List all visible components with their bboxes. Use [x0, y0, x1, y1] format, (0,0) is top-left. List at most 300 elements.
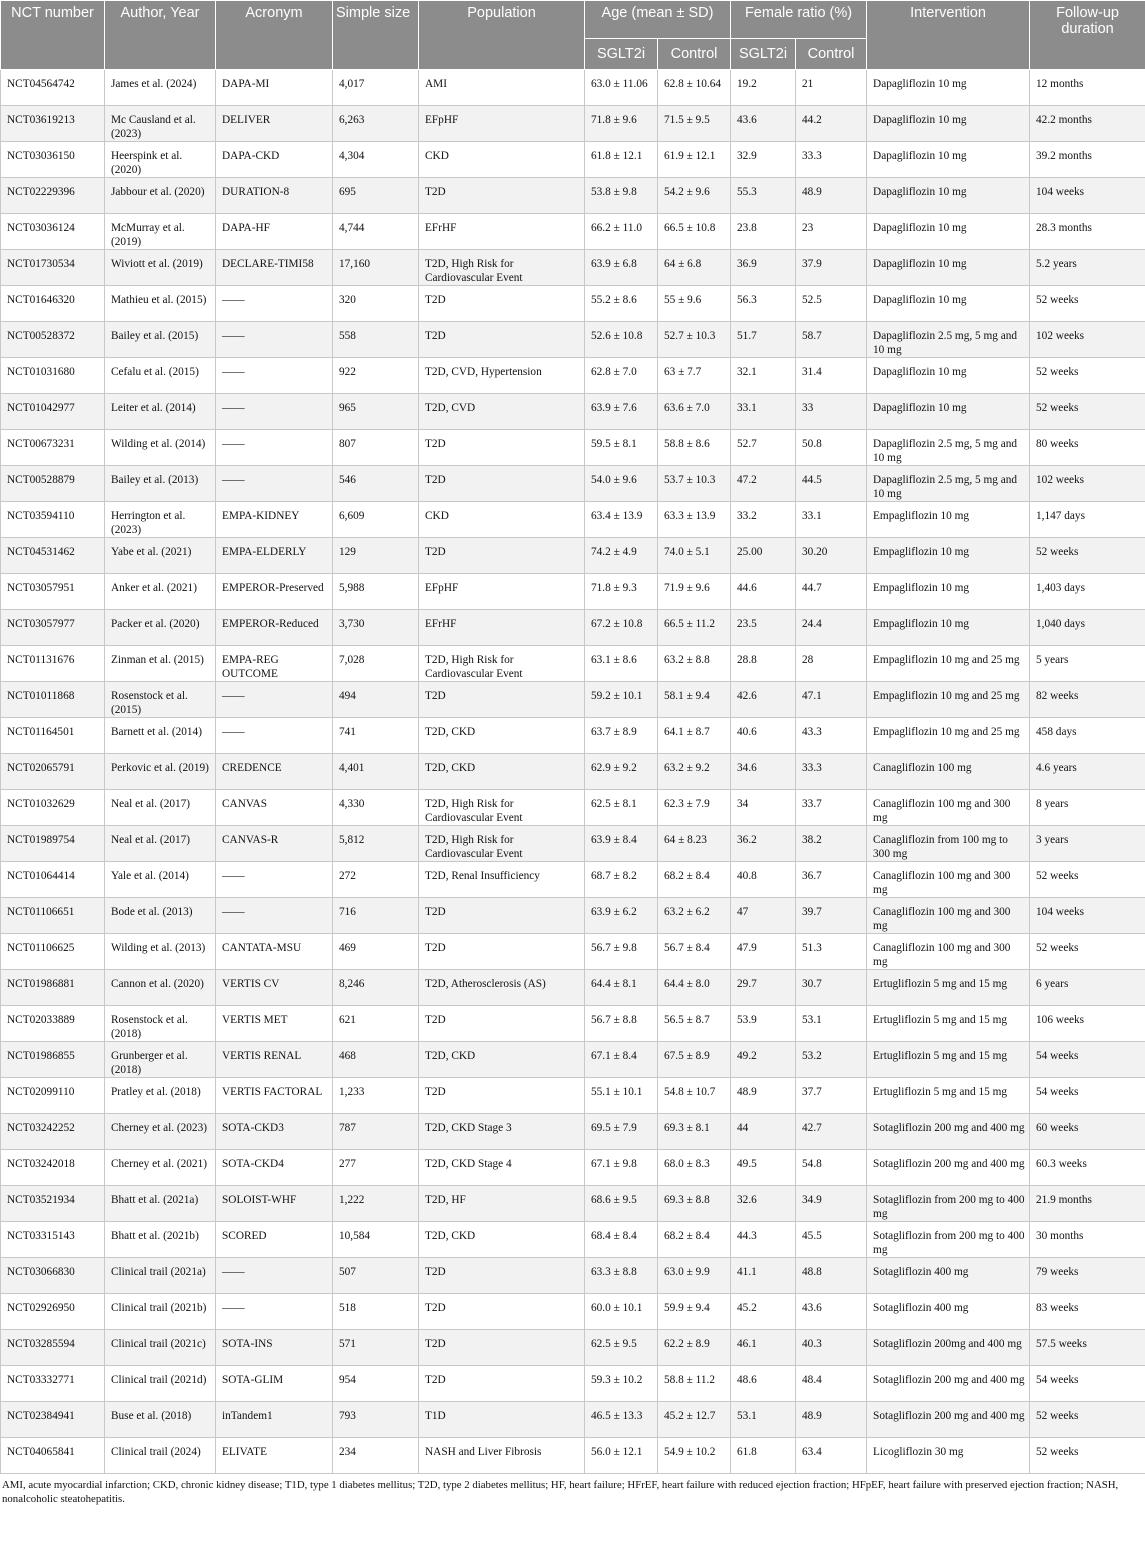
- cell-intervention: Sotagliflozin 400 mg: [867, 1258, 1030, 1294]
- cell-age-control: 63.2 ± 8.8: [658, 646, 731, 682]
- cell-author-year: Mc Causland et al. (2023): [105, 106, 216, 142]
- cell-population: T2D: [419, 1366, 585, 1402]
- cell-nct-number: NCT01986881: [1, 970, 105, 1006]
- table-row: [1, 1114, 1145, 1150]
- cell-population: T2D: [419, 286, 585, 322]
- cell-follow-up: 52 weeks: [1030, 286, 1145, 322]
- cell-age-control: 63.3 ± 13.9: [658, 502, 731, 538]
- cell-acronym: ——: [216, 718, 333, 754]
- cell-sample-size: 5,988: [333, 574, 419, 610]
- cell-population: T2D, CKD: [419, 718, 585, 754]
- cell-female-sglt2i: 23.5: [731, 610, 796, 646]
- cell-sample-size: 716: [333, 898, 419, 934]
- cell-author-year: Neal et al. (2017): [105, 790, 216, 826]
- cell-follow-up: 52 weeks: [1030, 538, 1145, 574]
- cell-population: T2D, CVD: [419, 394, 585, 430]
- cell-population: T2D, CKD: [419, 1222, 585, 1258]
- cell-author-year: Wilding et al. (2014): [105, 430, 216, 466]
- cell-sample-size: 558: [333, 322, 419, 358]
- cell-follow-up: 60 weeks: [1030, 1114, 1145, 1150]
- cell-follow-up: 42.2 months: [1030, 106, 1145, 142]
- cell-age-control: 74.0 ± 5.1: [658, 538, 731, 574]
- cell-nct-number: NCT02033889: [1, 1006, 105, 1042]
- cell-sample-size: 5,812: [333, 826, 419, 862]
- cell-population: T2D: [419, 1078, 585, 1114]
- cell-acronym: DAPA-MI: [216, 70, 333, 106]
- cell-age-sglt2i: 63.9 ± 6.2: [585, 898, 658, 934]
- cell-sample-size: 10,584: [333, 1222, 419, 1258]
- table-row: [1, 538, 1145, 574]
- cell-nct-number: NCT01646320: [1, 286, 105, 322]
- cell-female-sglt2i: 34.6: [731, 754, 796, 790]
- cell-follow-up: 1,147 days: [1030, 502, 1145, 538]
- cell-sample-size: 469: [333, 934, 419, 970]
- cell-age-control: 63 ± 7.7: [658, 358, 731, 394]
- cell-age-control: 58.8 ± 11.2: [658, 1366, 731, 1402]
- cell-acronym: DELIVER: [216, 106, 333, 142]
- cell-intervention: Canagliflozin 100 mg and 300 mg: [867, 898, 1030, 934]
- cell-female-control: 43.3: [796, 718, 867, 754]
- cell-intervention: Empagliflozin 10 mg: [867, 574, 1030, 610]
- cell-follow-up: 83 weeks: [1030, 1294, 1145, 1330]
- cell-follow-up: 30 months: [1030, 1222, 1145, 1258]
- cell-female-sglt2i: 32.9: [731, 142, 796, 178]
- cell-author-year: Leiter et al. (2014): [105, 394, 216, 430]
- cell-age-control: 71.5 ± 9.5: [658, 106, 731, 142]
- header-female-sglt2i: SGLT2i: [731, 39, 796, 70]
- cell-follow-up: 79 weeks: [1030, 1258, 1145, 1294]
- cell-author-year: Barnett et al. (2014): [105, 718, 216, 754]
- cell-population: T2D: [419, 466, 585, 502]
- table-row: [1, 430, 1145, 466]
- cell-population: T2D, CKD Stage 4: [419, 1150, 585, 1186]
- cell-intervention: Dapagliflozin 10 mg: [867, 358, 1030, 394]
- cell-follow-up: 104 weeks: [1030, 178, 1145, 214]
- cell-follow-up: 57.5 weeks: [1030, 1330, 1145, 1366]
- cell-female-control: 63.4: [796, 1438, 867, 1474]
- cell-nct-number: NCT03036124: [1, 214, 105, 250]
- cell-sample-size: 954: [333, 1366, 419, 1402]
- cell-nct-number: NCT02099110: [1, 1078, 105, 1114]
- cell-age-sglt2i: 61.8 ± 12.1: [585, 142, 658, 178]
- cell-acronym: CANVAS: [216, 790, 333, 826]
- cell-age-control: 62.8 ± 10.64: [658, 70, 731, 106]
- cell-author-year: Cherney et al. (2023): [105, 1114, 216, 1150]
- cell-age-sglt2i: 56.0 ± 12.1: [585, 1438, 658, 1474]
- cell-age-control: 58.8 ± 8.6: [658, 430, 731, 466]
- cell-intervention: Dapagliflozin 10 mg: [867, 178, 1030, 214]
- cell-nct-number: NCT03057977: [1, 610, 105, 646]
- header-female-control: Control: [796, 39, 867, 70]
- header-acronym: Acronym: [216, 1, 333, 70]
- cell-intervention: Dapagliflozin 10 mg: [867, 286, 1030, 322]
- cell-age-control: 66.5 ± 10.8: [658, 214, 731, 250]
- cell-age-control: 62.3 ± 7.9: [658, 790, 731, 826]
- cell-intervention: Dapagliflozin 2.5 mg, 5 mg and 10 mg: [867, 322, 1030, 358]
- cell-author-year: Jabbour et al. (2020): [105, 178, 216, 214]
- cell-intervention: Sotagliflozin 200 mg and 400 mg: [867, 1366, 1030, 1402]
- cell-age-control: 69.3 ± 8.1: [658, 1114, 731, 1150]
- cell-female-sglt2i: 47.2: [731, 466, 796, 502]
- cell-nct-number: NCT00673231: [1, 430, 105, 466]
- cell-author-year: Perkovic et al. (2019): [105, 754, 216, 790]
- cell-acronym: SOTA-INS: [216, 1330, 333, 1366]
- cell-acronym: DURATION-8: [216, 178, 333, 214]
- cell-female-sglt2i: 28.8: [731, 646, 796, 682]
- cell-female-control: 47.1: [796, 682, 867, 718]
- cell-sample-size: 277: [333, 1150, 419, 1186]
- cell-female-sglt2i: 34: [731, 790, 796, 826]
- cell-age-control: 63.2 ± 9.2: [658, 754, 731, 790]
- table-row: [1, 898, 1145, 934]
- cell-female-sglt2i: 32.1: [731, 358, 796, 394]
- table-row: [1, 790, 1145, 826]
- cell-female-control: 54.8: [796, 1150, 867, 1186]
- cell-author-year: Yabe et al. (2021): [105, 538, 216, 574]
- cell-intervention: Dapagliflozin 10 mg: [867, 142, 1030, 178]
- header-follow-up: Follow-up duration: [1030, 1, 1145, 70]
- cell-intervention: Licogliflozin 30 mg: [867, 1438, 1030, 1474]
- cell-population: T1D: [419, 1402, 585, 1438]
- cell-population: T2D: [419, 1006, 585, 1042]
- cell-female-sglt2i: 44: [731, 1114, 796, 1150]
- cell-acronym: SCORED: [216, 1222, 333, 1258]
- cell-age-sglt2i: 59.2 ± 10.1: [585, 682, 658, 718]
- cell-female-sglt2i: 40.8: [731, 862, 796, 898]
- cell-intervention: Sotagliflozin 400 mg: [867, 1294, 1030, 1330]
- cell-sample-size: 6,263: [333, 106, 419, 142]
- cell-population: CKD: [419, 502, 585, 538]
- cell-nct-number: NCT01730534: [1, 250, 105, 286]
- cell-female-sglt2i: 23.8: [731, 214, 796, 250]
- cell-population: EFpHF: [419, 574, 585, 610]
- cell-female-control: 30.20: [796, 538, 867, 574]
- cell-age-sglt2i: 63.3 ± 8.8: [585, 1258, 658, 1294]
- cell-female-sglt2i: 52.7: [731, 430, 796, 466]
- cell-acronym: EMPA-ELDERLY: [216, 538, 333, 574]
- cell-follow-up: 82 weeks: [1030, 682, 1145, 718]
- table-row: [1, 682, 1145, 718]
- table-row: [1, 1258, 1145, 1294]
- table-row: [1, 934, 1145, 970]
- cell-intervention: Sotagliflozin 200 mg and 400 mg: [867, 1402, 1030, 1438]
- cell-intervention: Sotagliflozin from 200 mg to 400 mg: [867, 1222, 1030, 1258]
- cell-sample-size: 4,304: [333, 142, 419, 178]
- cell-acronym: VERTIS FACTORAL: [216, 1078, 333, 1114]
- cell-female-sglt2i: 44.6: [731, 574, 796, 610]
- cell-population: NASH and Liver Fibrosis: [419, 1438, 585, 1474]
- cell-author-year: Clinical trail (2024): [105, 1438, 216, 1474]
- cell-sample-size: 3,730: [333, 610, 419, 646]
- cell-female-control: 53.2: [796, 1042, 867, 1078]
- cell-age-control: 62.2 ± 8.9: [658, 1330, 731, 1366]
- header-age-control: Control: [658, 39, 731, 70]
- cell-age-sglt2i: 46.5 ± 13.3: [585, 1402, 658, 1438]
- cell-nct-number: NCT01986855: [1, 1042, 105, 1078]
- cell-female-sglt2i: 46.1: [731, 1330, 796, 1366]
- cell-acronym: ——: [216, 466, 333, 502]
- cell-female-sglt2i: 44.3: [731, 1222, 796, 1258]
- cell-age-sglt2i: 59.3 ± 10.2: [585, 1366, 658, 1402]
- cell-age-sglt2i: 62.8 ± 7.0: [585, 358, 658, 394]
- cell-sample-size: 621: [333, 1006, 419, 1042]
- cell-author-year: Mathieu et al. (2015): [105, 286, 216, 322]
- cell-nct-number: NCT03594110: [1, 502, 105, 538]
- cell-follow-up: 52 weeks: [1030, 358, 1145, 394]
- cell-follow-up: 28.3 months: [1030, 214, 1145, 250]
- cell-female-sglt2i: 48.6: [731, 1366, 796, 1402]
- cell-follow-up: 106 weeks: [1030, 1006, 1145, 1042]
- cell-female-control: 30.7: [796, 970, 867, 1006]
- cell-female-sglt2i: 47.9: [731, 934, 796, 970]
- table-row: [1, 970, 1145, 1006]
- cell-acronym: ELIVATE: [216, 1438, 333, 1474]
- header-author-year: Author, Year: [105, 1, 216, 70]
- table-row: [1, 178, 1145, 214]
- cell-population: T2D, Renal Insufficiency: [419, 862, 585, 898]
- cell-follow-up: 102 weeks: [1030, 466, 1145, 502]
- cell-nct-number: NCT04531462: [1, 538, 105, 574]
- cell-follow-up: 104 weeks: [1030, 898, 1145, 934]
- cell-sample-size: 787: [333, 1114, 419, 1150]
- cell-author-year: Bailey et al. (2015): [105, 322, 216, 358]
- cell-sample-size: 6,609: [333, 502, 419, 538]
- cell-author-year: Yale et al. (2014): [105, 862, 216, 898]
- table-row: [1, 358, 1145, 394]
- cell-follow-up: 54 weeks: [1030, 1042, 1145, 1078]
- header-population: Population: [419, 1, 585, 70]
- cell-age-sglt2i: 66.2 ± 11.0: [585, 214, 658, 250]
- table-row: [1, 1294, 1145, 1330]
- cell-age-sglt2i: 52.6 ± 10.8: [585, 322, 658, 358]
- cell-age-sglt2i: 62.5 ± 8.1: [585, 790, 658, 826]
- cell-author-year: McMurray et al. (2019): [105, 214, 216, 250]
- cell-intervention: Empagliflozin 10 mg: [867, 610, 1030, 646]
- cell-population: CKD: [419, 142, 585, 178]
- table-row: [1, 502, 1145, 538]
- cell-acronym: SOTA-CKD4: [216, 1150, 333, 1186]
- cell-nct-number: NCT03619213: [1, 106, 105, 142]
- cell-population: T2D: [419, 430, 585, 466]
- cell-age-sglt2i: 64.4 ± 8.1: [585, 970, 658, 1006]
- cell-acronym: CANTATA-MSU: [216, 934, 333, 970]
- cell-follow-up: 60.3 weeks: [1030, 1150, 1145, 1186]
- cell-acronym: DAPA-HF: [216, 214, 333, 250]
- cell-sample-size: 571: [333, 1330, 419, 1366]
- cell-nct-number: NCT03285594: [1, 1330, 105, 1366]
- cell-follow-up: 52 weeks: [1030, 1438, 1145, 1474]
- cell-female-sglt2i: 49.2: [731, 1042, 796, 1078]
- cell-age-sglt2i: 63.4 ± 13.9: [585, 502, 658, 538]
- cell-intervention: Ertugliflozin 5 mg and 15 mg: [867, 1006, 1030, 1042]
- cell-acronym: ——: [216, 862, 333, 898]
- cell-nct-number: NCT01106625: [1, 934, 105, 970]
- cell-nct-number: NCT03315143: [1, 1222, 105, 1258]
- cell-follow-up: 52 weeks: [1030, 1402, 1145, 1438]
- cell-nct-number: NCT03242252: [1, 1114, 105, 1150]
- cell-acronym: CANVAS-R: [216, 826, 333, 862]
- cell-female-control: 39.7: [796, 898, 867, 934]
- cell-population: T2D: [419, 934, 585, 970]
- cell-nct-number: NCT03521934: [1, 1186, 105, 1222]
- cell-intervention: Dapagliflozin 10 mg: [867, 70, 1030, 106]
- cell-population: EFpHF: [419, 106, 585, 142]
- cell-age-sglt2i: 68.6 ± 9.5: [585, 1186, 658, 1222]
- cell-nct-number: NCT01011868: [1, 682, 105, 718]
- cell-sample-size: 965: [333, 394, 419, 430]
- cell-female-control: 48.4: [796, 1366, 867, 1402]
- cell-female-sglt2i: 61.8: [731, 1438, 796, 1474]
- cell-author-year: Wilding et al. (2013): [105, 934, 216, 970]
- cell-female-control: 50.8: [796, 430, 867, 466]
- header-sample-size: Simple size: [333, 1, 419, 70]
- table-row: [1, 466, 1145, 502]
- cell-age-control: 56.5 ± 8.7: [658, 1006, 731, 1042]
- cell-population: T2D: [419, 1330, 585, 1366]
- cell-population: T2D: [419, 1294, 585, 1330]
- cell-female-control: 45.5: [796, 1222, 867, 1258]
- cell-population: T2D: [419, 538, 585, 574]
- cell-age-sglt2i: 68.4 ± 8.4: [585, 1222, 658, 1258]
- cell-female-sglt2i: 43.6: [731, 106, 796, 142]
- cell-intervention: Empagliflozin 10 mg: [867, 502, 1030, 538]
- table-row: [1, 862, 1145, 898]
- header-intervention: Intervention: [867, 1, 1030, 70]
- cell-nct-number: NCT01106651: [1, 898, 105, 934]
- cell-nct-number: NCT02384941: [1, 1402, 105, 1438]
- cell-age-control: 63.0 ± 9.9: [658, 1258, 731, 1294]
- cell-nct-number: NCT03057951: [1, 574, 105, 610]
- cell-nct-number: NCT01032629: [1, 790, 105, 826]
- cell-age-control: 68.2 ± 8.4: [658, 862, 731, 898]
- cell-sample-size: 922: [333, 358, 419, 394]
- cell-age-sglt2i: 55.1 ± 10.1: [585, 1078, 658, 1114]
- header-age-sglt2i: SGLT2i: [585, 39, 658, 70]
- cell-female-control: 33.1: [796, 502, 867, 538]
- cell-follow-up: 102 weeks: [1030, 322, 1145, 358]
- table-row: [1, 718, 1145, 754]
- cell-population: T2D: [419, 178, 585, 214]
- cell-female-sglt2i: 49.5: [731, 1150, 796, 1186]
- cell-female-sglt2i: 32.6: [731, 1186, 796, 1222]
- cell-author-year: Cherney et al. (2021): [105, 1150, 216, 1186]
- table-row: [1, 322, 1145, 358]
- cell-age-sglt2i: 63.7 ± 8.9: [585, 718, 658, 754]
- table-row: [1, 1438, 1145, 1474]
- cell-acronym: EMPEROR-Preserved: [216, 574, 333, 610]
- cell-follow-up: 80 weeks: [1030, 430, 1145, 466]
- cell-intervention: Dapagliflozin 10 mg: [867, 394, 1030, 430]
- cell-female-control: 33: [796, 394, 867, 430]
- cell-nct-number: NCT04564742: [1, 70, 105, 106]
- cell-sample-size: 494: [333, 682, 419, 718]
- cell-sample-size: 546: [333, 466, 419, 502]
- cell-author-year: Bhatt et al. (2021b): [105, 1222, 216, 1258]
- cell-age-sglt2i: 60.0 ± 10.1: [585, 1294, 658, 1330]
- cell-population: EFrHF: [419, 214, 585, 250]
- cell-age-sglt2i: 71.8 ± 9.6: [585, 106, 658, 142]
- cell-acronym: ——: [216, 430, 333, 466]
- table-row: [1, 1078, 1145, 1114]
- cell-female-sglt2i: 36.2: [731, 826, 796, 862]
- cell-author-year: Herrington et al. (2023): [105, 502, 216, 538]
- cell-author-year: Cefalu et al. (2015): [105, 358, 216, 394]
- cell-age-control: 64 ± 6.8: [658, 250, 731, 286]
- cell-nct-number: NCT00528372: [1, 322, 105, 358]
- cell-author-year: Clinical trail (2021a): [105, 1258, 216, 1294]
- cell-age-sglt2i: 55.2 ± 8.6: [585, 286, 658, 322]
- cell-acronym: ——: [216, 1294, 333, 1330]
- cell-nct-number: NCT01064414: [1, 862, 105, 898]
- cell-author-year: Heerspink et al. (2020): [105, 142, 216, 178]
- cell-sample-size: 7,028: [333, 646, 419, 682]
- cell-age-control: 63.2 ± 6.2: [658, 898, 731, 934]
- cell-nct-number: NCT01989754: [1, 826, 105, 862]
- cell-age-sglt2i: 63.9 ± 7.6: [585, 394, 658, 430]
- cell-acronym: ——: [216, 394, 333, 430]
- cell-acronym: DECLARE-TIMI58: [216, 250, 333, 286]
- cell-sample-size: 17,160: [333, 250, 419, 286]
- table-row: [1, 214, 1145, 250]
- cell-age-sglt2i: 69.5 ± 7.9: [585, 1114, 658, 1150]
- cell-author-year: Rosenstock et al. (2018): [105, 1006, 216, 1042]
- cell-female-control: 44.7: [796, 574, 867, 610]
- cell-nct-number: NCT02229396: [1, 178, 105, 214]
- cell-follow-up: 21.9 months: [1030, 1186, 1145, 1222]
- cell-population: AMI: [419, 70, 585, 106]
- cell-follow-up: 54 weeks: [1030, 1078, 1145, 1114]
- cell-follow-up: 39.2 months: [1030, 142, 1145, 178]
- cell-sample-size: 4,744: [333, 214, 419, 250]
- cell-acronym: ——: [216, 286, 333, 322]
- cell-female-control: 38.2: [796, 826, 867, 862]
- cell-female-control: 33.3: [796, 754, 867, 790]
- cell-nct-number: NCT01042977: [1, 394, 105, 430]
- table-footnote: AMI, acute myocardial infarction; CKD, chronic kidney disease; T1D, type 1 diabetes mellitus; T2D, type 2 diabetes mellitus; HF, heart failure; HFrEF, heart failure with reduced ejection fraction; HFpEF, heart failure with preserved ejection fraction; NASH, nonalcoholic steatohepatitis.: [2, 1479, 1119, 1505]
- cell-acronym: ——: [216, 682, 333, 718]
- cell-author-year: Clinical trail (2021b): [105, 1294, 216, 1330]
- cell-acronym: SOLOIST-WHF: [216, 1186, 333, 1222]
- cell-female-control: 37.9: [796, 250, 867, 286]
- cell-author-year: Buse et al. (2018): [105, 1402, 216, 1438]
- cell-nct-number: NCT02065791: [1, 754, 105, 790]
- cell-sample-size: 1,222: [333, 1186, 419, 1222]
- cell-sample-size: 320: [333, 286, 419, 322]
- cell-acronym: SOTA-GLIM: [216, 1366, 333, 1402]
- cell-female-sglt2i: 45.2: [731, 1294, 796, 1330]
- table-row: [1, 142, 1145, 178]
- cell-intervention: Ertugliflozin 5 mg and 15 mg: [867, 970, 1030, 1006]
- table-row: [1, 286, 1145, 322]
- cell-acronym: EMPA-REG OUTCOME: [216, 646, 333, 682]
- cell-follow-up: 8 years: [1030, 790, 1145, 826]
- cell-intervention: Sotagliflozin 200 mg and 400 mg: [867, 1114, 1030, 1150]
- cell-intervention: Sotagliflozin 200 mg and 400 mg: [867, 1150, 1030, 1186]
- header-female-ratio: Female ratio (%): [731, 1, 867, 39]
- cell-author-year: Cannon et al. (2020): [105, 970, 216, 1006]
- cell-female-sglt2i: 29.7: [731, 970, 796, 1006]
- cell-sample-size: 507: [333, 1258, 419, 1294]
- cell-intervention: Ertugliflozin 5 mg and 15 mg: [867, 1078, 1030, 1114]
- cell-sample-size: 1,233: [333, 1078, 419, 1114]
- cell-age-control: 71.9 ± 9.6: [658, 574, 731, 610]
- cell-intervention: Canagliflozin from 100 mg to 300 mg: [867, 826, 1030, 862]
- table-row: [1, 70, 1145, 106]
- table-row: [1, 394, 1145, 430]
- cell-age-control: 58.1 ± 9.4: [658, 682, 731, 718]
- table-row: [1, 826, 1145, 862]
- cell-sample-size: 234: [333, 1438, 419, 1474]
